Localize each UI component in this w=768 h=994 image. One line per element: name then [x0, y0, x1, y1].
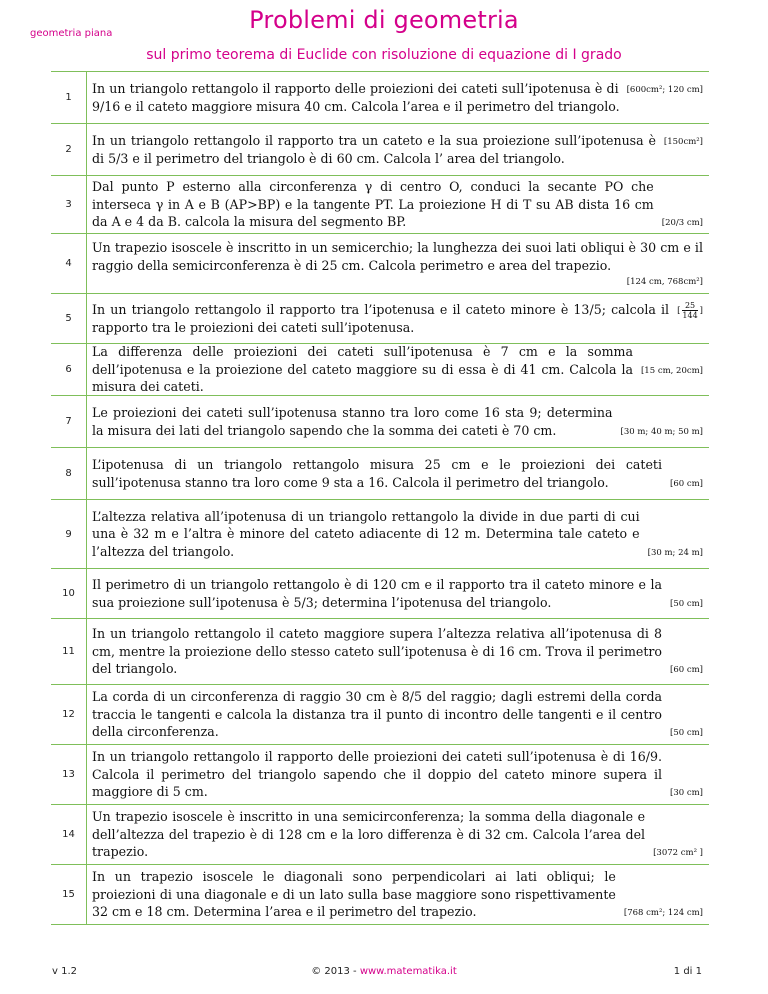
problem-answer: [768 cm²; 124 cm]	[623, 908, 703, 919]
problem-number: 12	[51, 685, 87, 744]
problem-answer: [600cm²; 120 cm]	[626, 85, 703, 95]
problem-text: [60 cm] In un triangolo rettangolo il cateto maggiore supera l’altezza relativa all’ipotenusa di 8 cm, mentre la proiezione dello stesso cateto sull’ipotenusa è di 16 cm. Trova il perimetro del triangolo.	[92, 626, 703, 677]
problem-number: 13	[51, 745, 87, 804]
corner-tag: geometria piana	[30, 28, 113, 39]
problem-answer: [30 m; 40 m; 50 m]	[620, 427, 703, 437]
problem-number: 9	[51, 500, 87, 568]
answer-fraction: $\frac{25}{144}$	[682, 301, 698, 320]
problem-row	[51, 619, 709, 685]
problem-text: [60 cm] L’ipotenusa di un triangolo rettangolo misura 25 cm e le proiezioni dei cateti sull’ipotenusa stanno tra loro come 9 sta a 16. Calcola il perimetro del triangolo.	[92, 457, 703, 490]
problem-table	[51, 71, 709, 925]
problem-answer: [20/3 cm]	[661, 218, 703, 229]
problem-row	[51, 865, 709, 925]
footer-copyright: © 2013 - www.matematika.it	[311, 966, 457, 977]
problem-text: [600cm²; 120 cm] In un triangolo rettangolo il rapporto delle proiezioni dei cateti sull’ipotenusa è di 9/16 e il cateto maggiore misura 40 cm. Calcola l’area e il perimetro del triangolo.	[92, 81, 703, 114]
problem-number: 10	[51, 569, 87, 618]
problem-row	[51, 124, 709, 176]
problem-text: [150cm²] In un triangolo rettangolo il rapporto tra un cateto e la sua proiezione sull’ipotenusa è di 5/3 e il perimetro del triangolo è di 60 cm. Calcola l’ area del triangolo.	[92, 133, 703, 166]
problem-number: 15	[51, 865, 87, 924]
page-title: Problemi di geometria	[249, 6, 519, 34]
problem-number: 1	[51, 72, 87, 123]
problem-text: [768 cm²; 124 cm] In un trapezio isoscele le diagonali sono perpendicolari ai lati obliqui; le proiezioni di una diagonale e di un lato sulla base maggiore sono rispettivamente 32 cm e 18 cm. Determina l’area e il perimetro del trapezio.	[92, 869, 703, 920]
problem-number: 8	[51, 448, 87, 499]
problem-row	[51, 805, 709, 865]
problem-answer: [150cm²]	[663, 137, 703, 147]
problem-answer: [15 cm, 20cm]	[640, 366, 703, 377]
problem-answer: [60 cm]	[670, 479, 703, 489]
problem-row	[51, 72, 709, 124]
problem-answer: [50 cm]	[670, 599, 703, 609]
problem-answer: [50 cm]	[670, 728, 703, 739]
problem-answer: [30 cm]	[670, 788, 703, 799]
problem-text: Un trapezio isoscele è inscritto in un semicerchio; la lunghezza dei suoi lati obliqui è 30 cm e il raggio della semicirconferenza è di 25 cm. Calcola perimetro e area del trapezio.	[92, 240, 703, 273]
problem-number: 4	[51, 234, 87, 293]
problem-number: 14	[51, 805, 87, 864]
problem-text: [ $\frac{25}{144}$ ] In un triangolo rettangolo il rapporto tra l’ipotenusa e il cateto minore è 13/5; calcola il rapporto tra le proiezioni dei cateti sull’ipotenusa.	[92, 301, 703, 335]
site-link[interactable]: www.matematika.it	[359, 966, 457, 977]
problem-number: 6	[51, 344, 87, 395]
problem-text: [30 m; 24 m] L’altezza relativa all’ipotenusa di un triangolo rettangolo la divide in due parti di cui una è 32 m e l’altra è minore del cateto adiacente di 12 m. Determina tale cateto e l’altezza del triangolo.	[92, 508, 703, 559]
problem-number: 2	[51, 124, 87, 175]
problem-row	[51, 396, 709, 448]
problem-text: [3072 cm² ] Un trapezio isoscele è inscritto in una semicirconferenza; la somma della diagonale e dell’altezza del trapezio è di 128 cm e la loro differenza è di 32 cm. Calcola l’area del trapezio.	[92, 809, 703, 860]
problem-text: [20/3 cm] Dal punto P esterno alla circonferenza γ di centro O, conduci la secante PO che interseca γ in A e B (AP>BP) e la tangente PT. La proiezione H di T su AB dista 16 cm da A e 4 da B. calcola la misura del segmento BP.	[92, 179, 703, 230]
problem-row	[51, 745, 709, 805]
problem-text: [50 cm] La corda di un circonferenza di raggio 30 cm è 8/5 del raggio; dagli estremi della corda traccia le tangenti e calcola la distanza tra il punto di incontro delle tangenti e il centro della circonferenza.	[92, 689, 703, 740]
problem-answer: [ $\frac{25}{144}$ ]	[677, 301, 703, 320]
problem-number: 5	[51, 294, 87, 343]
problem-row	[51, 500, 709, 569]
problem-number: 3	[51, 176, 87, 233]
problem-row	[51, 294, 709, 344]
problem-row	[51, 176, 709, 234]
problem-number: 11	[51, 619, 87, 684]
problem-row	[51, 685, 709, 745]
problem-text: [30 cm] In un triangolo rettangolo il rapporto delle proiezioni dei cateti sull’ipotenusa è di 16/9. Calcola il perimetro del triangolo sapendo che il doppio del cateto minore supera il maggiore di 5 cm.	[92, 749, 703, 800]
problem-answer: [124 cm, 768cm²]	[626, 277, 703, 287]
problem-row	[51, 344, 709, 396]
problem-answer: [3072 cm² ]	[653, 848, 703, 859]
problem-answer: [60 cm]	[670, 665, 703, 676]
page-subtitle: sul primo teorema di Euclide con risoluzione di equazione di I grado	[146, 47, 622, 63]
problem-text: [30 m; 40 m; 50 m] Le proiezioni dei cateti sull’ipotenusa stanno tra loro come 16 sta 9; determina la misura dei lati del triangolo sapendo che la somma dei cateti è 70 cm.	[92, 405, 703, 438]
problem-answer: [30 m; 24 m]	[647, 547, 703, 558]
page-number: 1 di 1	[673, 966, 702, 977]
problem-row	[51, 234, 709, 294]
problem-text: [50 cm] Il perimetro di un triangolo rettangolo è di 120 cm e il rapporto tra il cateto minore e la sua proiezione sull’ipotenusa è 5/3; determina l’ipotenusa del triangolo.	[92, 577, 703, 610]
version-label: v 1.2	[52, 966, 77, 977]
problem-row	[51, 448, 709, 500]
problem-text: [15 cm, 20cm] La differenza delle proiezioni dei cateti sull’ipotenusa è 7 cm e la somma dell’ipotenusa e la proiezione del cateto maggiore su di essa è di 41 cm. Calcola la misura dei cateti.	[92, 344, 703, 395]
problem-number: 7	[51, 396, 87, 447]
problem-row	[51, 569, 709, 619]
